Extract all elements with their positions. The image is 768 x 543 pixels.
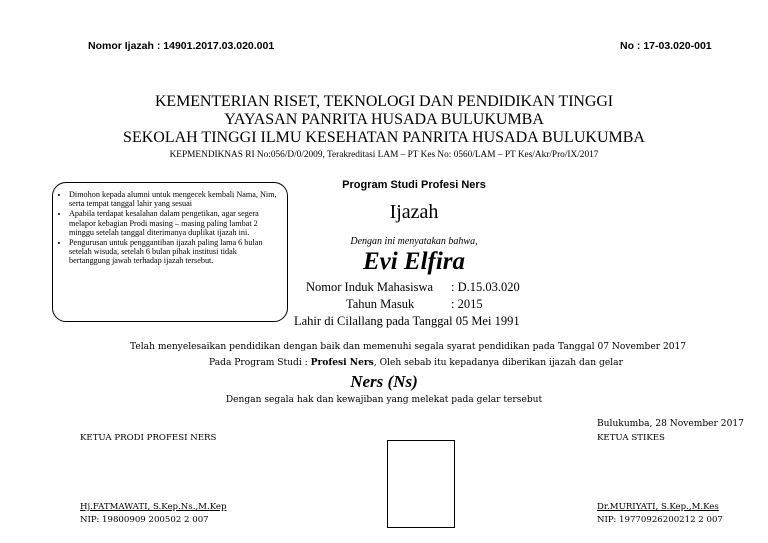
decree-line: KEPMENDIKNAS RI No:056/D/0/2009, Terakreditasi LAM – PT Kes No: 0560/LAM – PT Kes/Akr/Pro/IX/2017 (169, 150, 599, 160)
nim-label: Nomor Induk Mahasiswa (306, 280, 434, 294)
right-signer-name: Dr.MURIYATI, S.Kep.,M.Kes (597, 502, 719, 512)
photo-placeholder (387, 440, 455, 528)
notice-item: • Pengurusan untuk penggantiban ijazah paling lama 6 bulan setelah wisuda, setelah 6 bulan pihak institusi tidak bertanggung jawab terhadap ijazah tersebut. (69, 238, 279, 266)
completion-text: Telah menyelesaikan pendidikan dengan baik dan memenuhi segala syarat pendidikan pada Tanggal 07 November 2017 (130, 342, 687, 352)
notice-item: • Apabila terdapat kesalahan dalam pengetikan, agar segera melapor kebagian Prodi masing – masing paling lambat 2 minggu setelah tanggal diterimanya duplikat ijazah ini. (69, 209, 279, 237)
registry-number: No : 17-03.020-001 (620, 40, 712, 52)
notice-list (59, 190, 279, 266)
rights-text: Dengan segala hak dan kewajiban yang melekat pada gelar tersebut (225, 395, 543, 405)
certificate-number: Nomor Ijazah : 14901.2017.03.020.001 (88, 40, 275, 52)
place-date: Bulukumba, 28 November 2017 (597, 419, 744, 429)
left-signer-name: Hj.FATMAWATI, S.Kep.Ns.,M.Kep (80, 502, 227, 512)
ijazah-title: Ijazah (389, 201, 439, 223)
left-signer-nip: NIP: 19800909 200502 2 007 (80, 515, 209, 525)
school-heading: SEKOLAH TINGGI ILMU KESEHATAN PANRITA HUSADA BULUKUMBA (123, 129, 645, 146)
notice-box (52, 182, 288, 322)
entry-year-value: : 2015 (451, 297, 483, 311)
program-title: Program Studi Profesi Ners (342, 179, 486, 191)
entry-year-label: Tahun Masuk (346, 297, 415, 311)
foundation-heading: YAYASAN PANRITA HUSADA BULUKUMBA (224, 111, 544, 128)
left-signer-title: KETUA PRODI PROFESI NERS (80, 433, 217, 443)
statement-text: Dengan ini menyatakan bahwa, (350, 236, 478, 247)
degree-title: Ners (Ns) (350, 372, 418, 391)
notice-item: • Dimohon kepada alumni untuk mengecek kembali Nama, Nim, serta tempat tanggal lahir yang sesuai (69, 190, 279, 208)
program-line (209, 357, 623, 368)
birth-info: Lahir di Cilallang pada Tanggal 05 Mei 1991 (294, 314, 520, 328)
student-name: Evi Elfira (362, 248, 466, 275)
ministry-heading: KEMENTERIAN RISET, TEKNOLOGI DAN PENDIDIKAN TINGGI (154, 93, 614, 110)
program-suffix: , Oleh sebab itu kepadanya diberikan ijazah dan gelar (373, 358, 623, 368)
right-signer-nip: NIP: 19770926200212 2 007 (597, 515, 723, 525)
right-signer-title: KETUA STIKES (597, 433, 665, 443)
program-prefix: Pada Program Studi : (209, 358, 311, 368)
nim-value: : D.15.03.020 (451, 280, 520, 294)
program-name: Profesi Ners (310, 357, 374, 368)
